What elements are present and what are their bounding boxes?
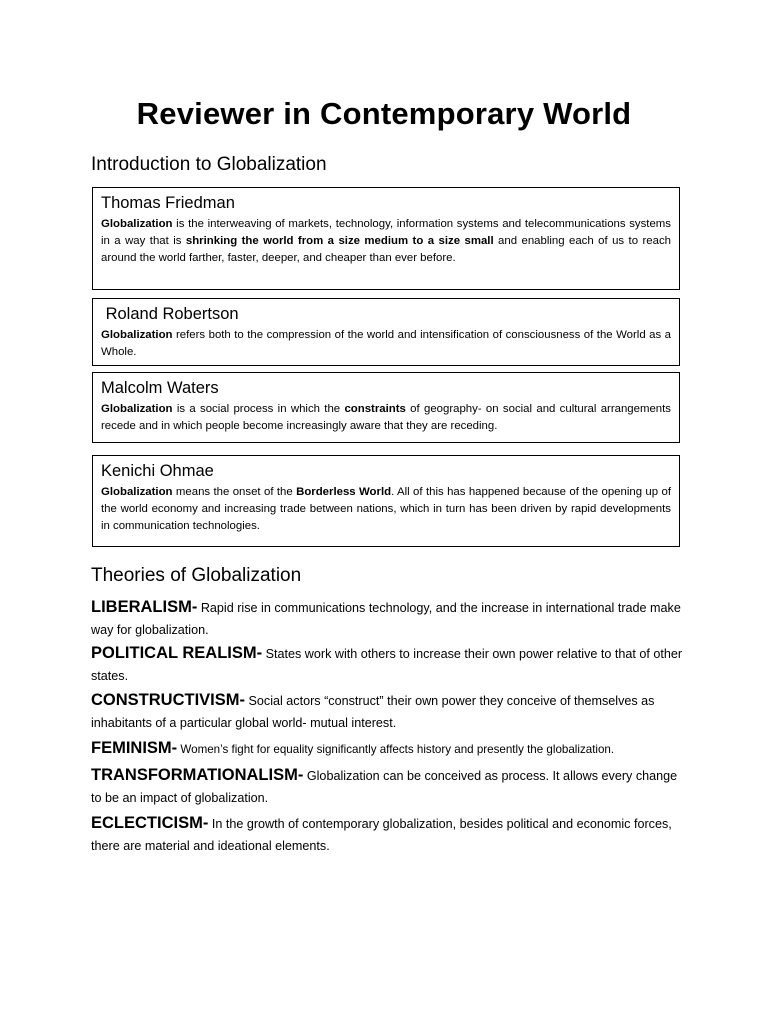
theory-eclecticism [91,812,691,857]
theory-liberalism [91,596,691,641]
theory-text: Women’s fight for equality significantly affects history and presently the globalization. [177,743,615,756]
definition-box-robertson [92,298,680,366]
definition-emphasis: shrinking the world from a size medium to a size small [185,235,494,247]
definition-author: Roland Robertson [101,305,239,323]
definition-body: refers both to the compression of the world and intensification of consciousness of the World as a Whole. [101,329,671,358]
definition-body: is the interweaving of markets, technology, information systems and telecommunications systems in a way that is [101,218,671,247]
definition-text [101,401,671,435]
theory-name: ECLECTICISM- [91,814,209,832]
theory-text: Globalization can be conceived as process. It allows every change to be an impact of globalization. [91,769,678,805]
theory-text: Rapid rise in communications technology, and the increase in international trade make way for globalization. [91,601,681,637]
definition-box-waters [92,372,680,443]
theory-feminism [91,737,691,761]
definition-box-friedman [92,187,680,290]
definition-author: Thomas Friedman [101,194,235,212]
definition-term: Globalization [101,403,173,415]
theories-heading: Theories of Globalization [91,565,302,586]
intro-heading: Introduction to Globalization [91,154,327,175]
definition-author: Kenichi Ohmae [101,462,214,480]
theory-name: TRANSFORMATIONALISM- [91,766,304,784]
definition-body: is a social process in which the [172,403,345,415]
definition-body-end: and enabling each of us to reach around the world farther, faster, deeper, and cheaper than ever before. [101,235,671,264]
theory-name: LIBERALISM- [91,598,198,616]
definition-body-end: of geography- on social and cultural arrangements recede and in which people become increasingly aware that they are receding. [101,403,671,432]
definition-term: Globalization [101,486,173,498]
definition-text [101,484,671,535]
theory-name: POLITICAL REALISM- [91,644,263,662]
theory-text: Social actors “construct” their own power they conceive of themselves as inhabitants of a particular global world- mutual interest. [91,694,655,730]
theory-constructivism [91,689,691,734]
theory-transformationalism [91,764,691,809]
theory-name: FEMINISM- [91,739,178,757]
definition-term: Globalization [101,329,173,341]
definition-box-ohmae [92,455,680,547]
definition-emphasis: constraints [344,403,406,415]
theory-name: CONSTRUCTIVISM- [91,691,245,709]
definition-text [101,216,671,267]
theory-text: States work with others to increase their own power relative to that of other states. [91,647,683,683]
definition-author: Malcolm Waters [101,379,219,397]
definition-emphasis: Borderless World [296,486,392,498]
theory-political-realism [91,642,691,687]
definition-body: means the onset of the [172,486,297,498]
definition-body-end: . All of this has happened because of the opening up of the world economy and increasing trade between nations, which in turn has been driven by rapid developments in communication technologies. [101,486,671,532]
theory-text: In the growth of contemporary globalization, besides political and economic forces, there are material and ideational elements. [91,817,672,853]
definition-term: Globalization [101,218,173,230]
page-title: Reviewer in Contemporary World [136,96,632,131]
definition-text [101,327,671,361]
